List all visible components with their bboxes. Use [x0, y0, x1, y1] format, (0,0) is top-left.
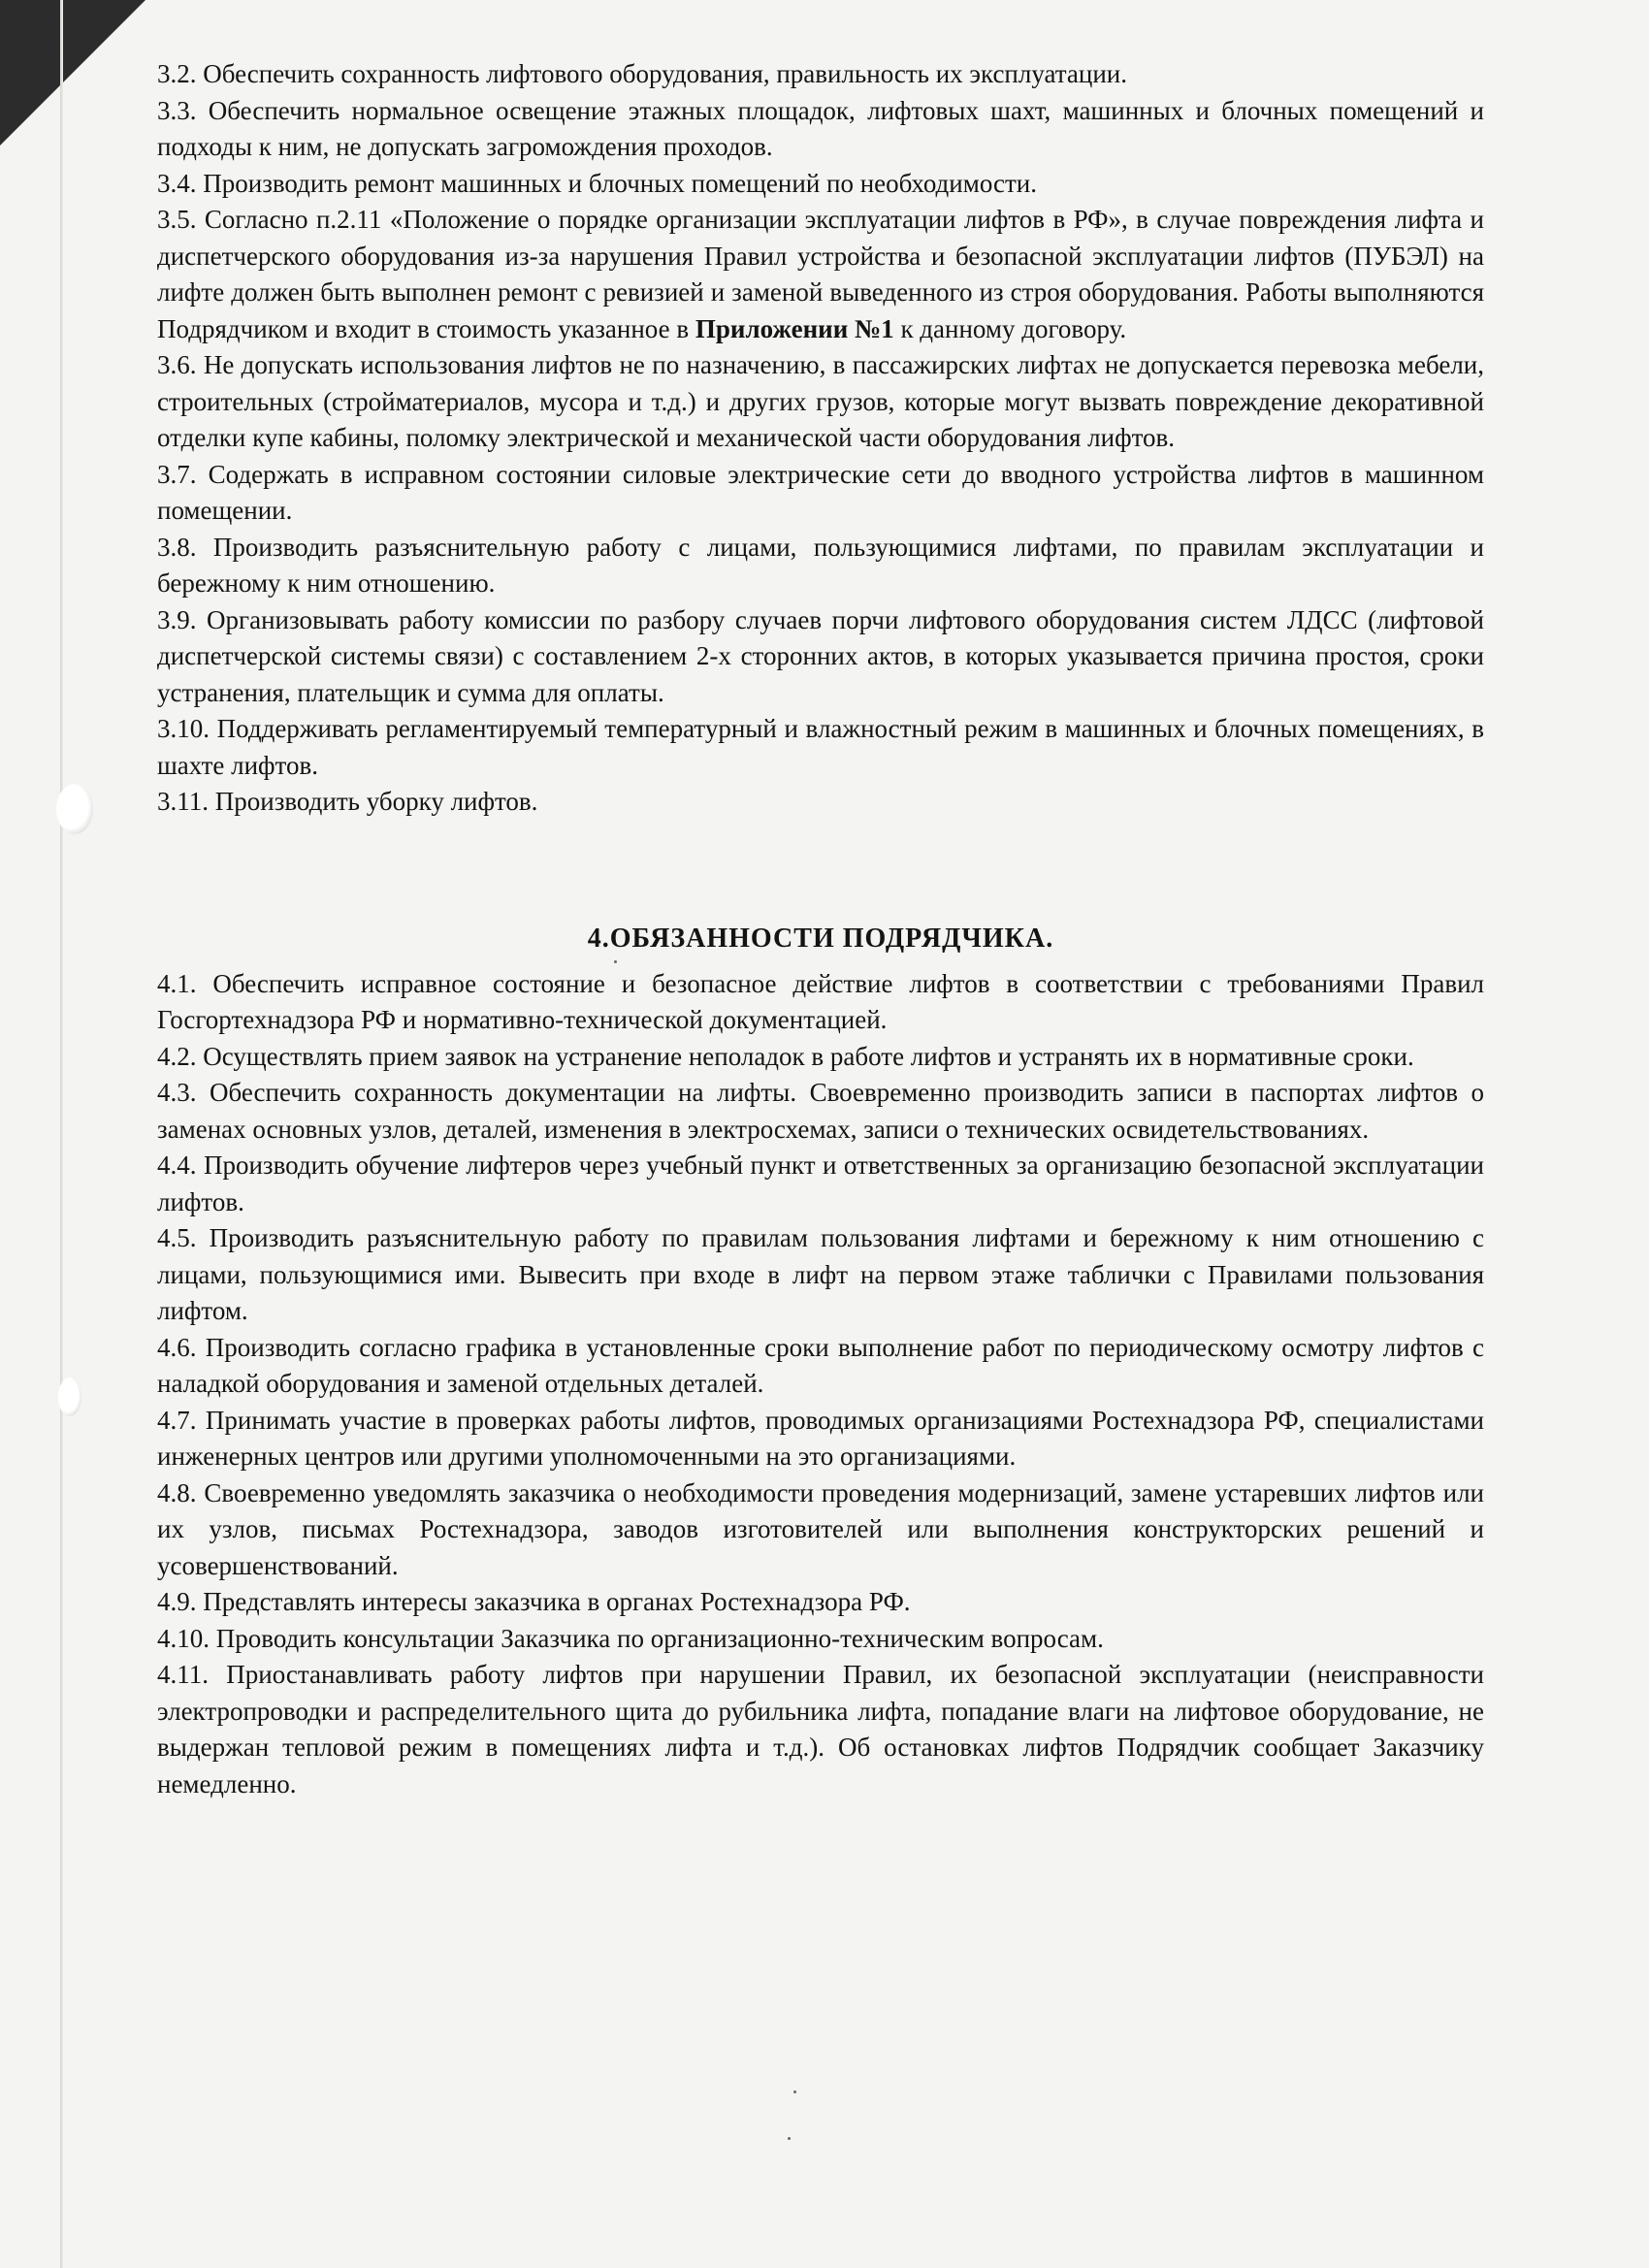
item-4-7: 4.7. Принимать участие в проверках работы лифтов, проводимых организациями Ростехнадзора РФ, специалистами инженерных центров или другими уполномоченными на это организациями.: [157, 1405, 1484, 1471]
item-3-2: 3.2. Обеспечить сохранность лифтового оборудования, правильность их эксплуатации.: [157, 59, 1127, 88]
punch-hole: [56, 784, 93, 834]
scan-speck: [793, 2090, 796, 2093]
item-3-9: 3.9. Организовывать работу комиссии по разбору случаев порчи лифтового оборудования систем ЛДСС (лифтовой диспетчерской системы связи) с составлением 2-х сторонних актов, в которых указывается причина простоя, сроки устранения, плательщик и сумма для оплаты.: [157, 604, 1484, 707]
item-3-7: 3.7. Содержать в исправном состоянии силовые электрические сети до вводного устройства лифтов в машинном помещении.: [157, 459, 1484, 525]
item-3-10: 3.10. Поддерживать регламентируемый температурный и влажностный режим в машинных и блочных помещениях, в шахте лифтов.: [157, 714, 1484, 780]
document-body: [157, 56, 1484, 1802]
binding-edge: [60, 0, 63, 2268]
scan-speck: [788, 2137, 791, 2140]
item-4-8: 4.8. Своевременно уведомлять заказчика о необходимости проведения модернизаций, замене устаревших лифтов или их узлов, письмах Ростехнадзора, заводов изготовителей или выполнения конструкторских решений и усовершенствований.: [157, 1477, 1484, 1580]
item-4-4: 4.4. Производить обучение лифтеров через учебный пункт и ответственных за организацию безопасной эксплуатации лифтов.: [157, 1150, 1484, 1216]
scan-speck: [614, 960, 617, 963]
item-4-2: 4.2. Осуществлять прием заявок на устранение неполадок в работе лифтов и устранять их в нормативные сроки.: [157, 1041, 1414, 1071]
item-4-6: 4.6. Производить согласно графика в установленные сроки выполнение работ по периодическому осмотру лифтов с наладкой оборудования и заменой отдельных деталей.: [157, 1332, 1484, 1398]
item-4-9: 4.9. Представлять интересы заказчика в органах Ростехнадзора РФ.: [157, 1587, 911, 1616]
item-4-1: 4.1. Обеспечить исправное состояние и безопасное действие лифтов в соответствии с требованиями Правил Госгортехнадзора РФ и нормативно-технической документацией.: [157, 968, 1484, 1034]
item-4-11: 4.11. Приостанавливать работу лифтов при нарушении Правил, их безопасной эксплуатации (неисправности электропроводки и распределительного щита до рубильника лифта, попадание влаги на лифтовое оборудование, не выдержан тепловой режим в помещениях лифта и т.д.). Об остановках лифтов Подрядчик сообщает Заказчику немедленно.: [157, 1660, 1484, 1798]
item-3-6: 3.6. Не допускать использования лифтов не по назначению, в пассажирских лифтах не допускается перевозка мебели, строительных (стройматериалов, мусора и т.д.) и других грузов, которые могут вызвать повреждение декоративной отделки купе кабины, поломку электрической и механической части оборудования лифтов.: [157, 350, 1484, 452]
item-4-3: 4.3. Обеспечить сохранность документации на лифты. Своевременно производить записи в паспортах лифтов о заменах основных узлов, деталей, изменения в электросхемах, записи о технических освидетельствованиях.: [157, 1078, 1484, 1144]
item-3-3: 3.3. Обеспечить нормальное освещение этажных площадок, лифтовых шахт, машинных и блочных помещений и подходы к ним, не допускать загромождения проходов.: [157, 95, 1484, 161]
item-4-10: 4.10. Проводить консультации Заказчика по организационно-техническим вопросам.: [157, 1623, 1104, 1653]
item-3-8: 3.8. Производить разъяснительную работу с лицами, пользующимися лифтами, по правилам эксплуатации и бережному к ним отношению.: [157, 532, 1484, 598]
item-3-11: 3.11. Производить уборку лифтов.: [157, 787, 538, 816]
appendix-reference: Приложении №1: [695, 313, 894, 343]
item-4-5: 4.5. Производить разъяснительную работу по правилам пользования лифтами и бережному к ним отношению с лицами, пользующимися ими. Вывесить при входе в лифт на первом этаже таблички с Правилами пользования лифтом.: [157, 1223, 1484, 1325]
item-3-5-tail: к данному договору.: [893, 313, 1127, 343]
item-3-5: [157, 202, 1484, 347]
item-3-4: 3.4. Производить ремонт машинных и блочных помещений по необходимости.: [157, 168, 1037, 198]
item-3-5-text: 3.5. Согласно п.2.11 «Положение о порядке организации эксплуатации лифтов в РФ», в случае повреждения лифта и диспетчерского оборудования из-за нарушения Правил устройства и безопасной эксплуатации лифтов (ПУБЭЛ) на лифте должен быть выполнен ремонт с ревизией и заменой выведенного из строя оборудования. Работы выполняются Подрядчиком и входит в стоимость указанное в: [157, 205, 1484, 343]
folded-corner: [0, 0, 146, 146]
section-4-title: 4.ОБЯЗАННОСТИ ПОДРЯДЧИКА.: [587, 923, 1054, 954]
punch-hole: [58, 1377, 81, 1416]
